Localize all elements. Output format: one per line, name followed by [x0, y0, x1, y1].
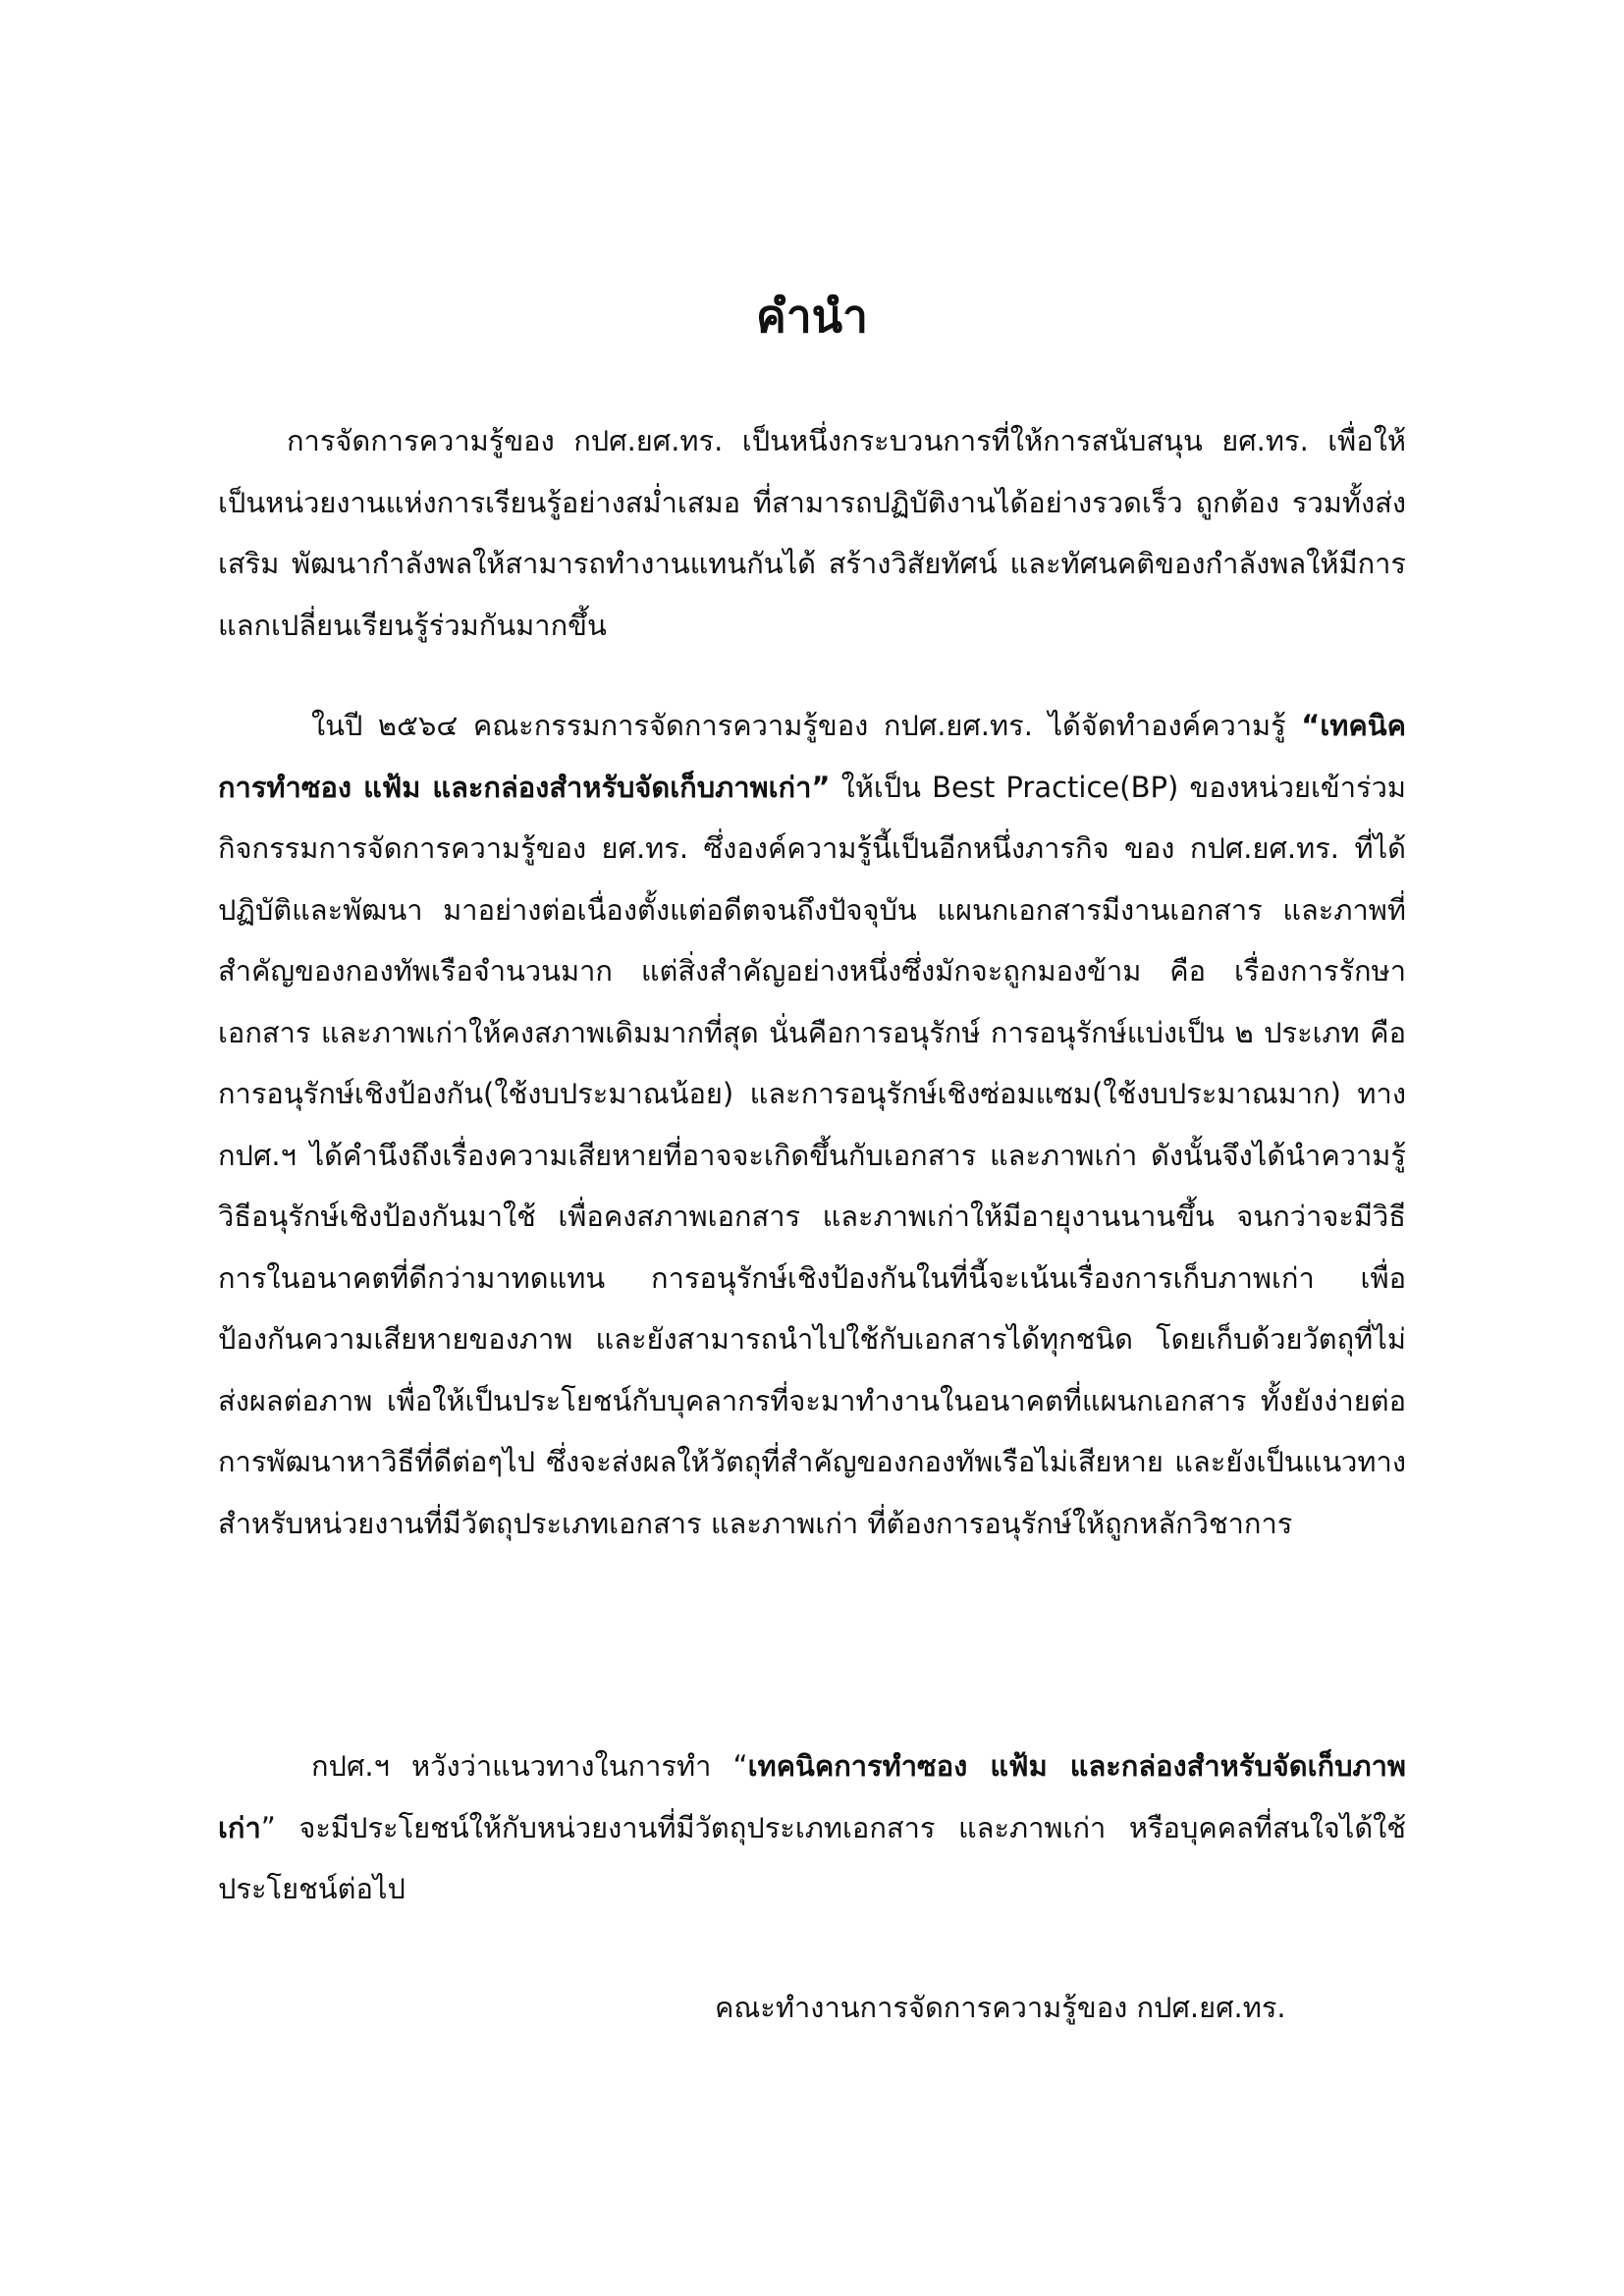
paragraph-2-rest: ให้เป็น Best Practice(BP) ของหน่วยเข้าร่วมกิจกรรมการจัดการความรู้ของ ยศ.ทร. ซึ่งองค์ความรู้นี้เป็นอีกหนึ่งภารกิจ ของ กปศ.ยศ.ทร. ที่ได้ปฏิบัติและพัฒนา มาอย่างต่อเนื่องตั้งแต่อดีตจนถึงปัจจุบัน แผนกเอกสารมีงานเอกสาร และภาพที่สำคัญของกองทัพเรือจำนวนมาก แต่สิ่งสำคัญอย่างหนึ่งซึ่งมักจะถูกมองข้าม คือ เรื่องการรักษาเอกสาร และภาพเก่าให้คงสภาพเดิมมากที่สุด นั่นคือการอนุรักษ์ การอนุรักษ์แบ่งเป็น ๒ ประเภท คือ การอนุรักษ์เชิงป้องกัน(ใช้งบประมาณน้อย) และการอนุรักษ์เชิงซ่อมแซม(ใช้งบประมาณมาก) ทาง กปศ.ฯ ได้คำนึงถึงเรื่องความเสียหายที่อาจจะเกิดขึ้นกับเอกสาร และภาพเก่า ดังนั้นจึงได้นำความรู้วิธีอนุรักษ์เชิงป้องกันมาใช้ เพื่อคงสภาพเอกสาร และภาพเก่าให้มีอายุงานนานขึ้น จนกว่าจะมีวิธีการในอนาคตที่ดีกว่ามาทดแทน การอนุรักษ์เชิงป้องกันในที่นี้จะเน้นเรื่องการเก็บภาพเก่า เพื่อป้องกันความเสียหายของภาพ และยังสามารถนำไปใช้กับเอกสารได้ทุกชนิด โดยเก็บด้วยวัตถุที่ไม่ส่งผลต่อภาพ เพื่อให้เป็นประโยชน์กับบุคลากรที่จะมาทำงานในอนาคตที่แผนกเอกสาร ทั้งยังง่ายต่อการพัฒนาหาวิธีที่ดีต่อๆไป ซึ่งจะส่งผลให้วัตถุที่สำคัญของกองทัพเรือไม่เสียหาย และยังเป็นแนวทางสำหรับหน่วยงานที่มีวัตถุประเภทเอกสาร และภาพเก่า ที่ต้องการอนุรักษ์ให้ถูกหลักวิชาการ	[218, 770, 1406, 1540]
paragraph-2-highlight: “เทคนิคการทำซอง แฟ้ม และกล่องสำหรับจัดเก็บภาพเก่า”	[218, 709, 1406, 804]
paragraph-3-highlight: เทคนิคการทำซอง แฟ้ม และกล่องสำหรับจัดเก็บภาพเก่า	[218, 1749, 1406, 1844]
paragraph-2-intro: ในปี ๒๕๖๔ คณะกรรมการจัดการความรู้ของ กปศ.ยศ.ทร. ได้จัดทำองค์ความรู้	[311, 709, 1302, 742]
paragraph-3	[218, 1735, 1406, 1920]
signature-line: คณะทำงานการจัดการความรู้ของ กปศ.ยศ.ทร.	[715, 1991, 1286, 2024]
paragraph-3-rest: ” จะมีประโยชน์ให้กับหน่วยงานที่มีวัตถุประเภทเอกสาร และภาพเก่า หรือบุคคลที่สนใจได้ใช้ประโยชน์ต่อไป	[218, 1810, 1406, 1905]
paragraph-1: การจัดการความรู้ของ กปศ.ยศ.ทร. เป็นหนึ่งกระบวนการที่ให้การสนับสนุน ยศ.ทร. เพื่อให้เป็นหน่วยงานแห่งการเรียนรู้อย่างสม่ำเสมอ ที่สามารถปฏิบัติงานได้อย่างรวดเร็ว ถูกต้อง รวมทั้งส่งเสริม พัฒนากำลังพลให้สามารถทำงานแทนกันได้ สร้างวิสัยทัศน์ และทัศนคติของกำลังพลให้มีการแลกเปลี่ยนเรียนรู้ร่วมกันมากขึ้น	[218, 424, 1406, 642]
paragraph-2	[218, 695, 1406, 1554]
paragraph-3-intro: กปศ.ฯ หวังว่าแนวทางในการทำ “	[311, 1749, 748, 1783]
page-title: คำนำ	[756, 290, 868, 343]
